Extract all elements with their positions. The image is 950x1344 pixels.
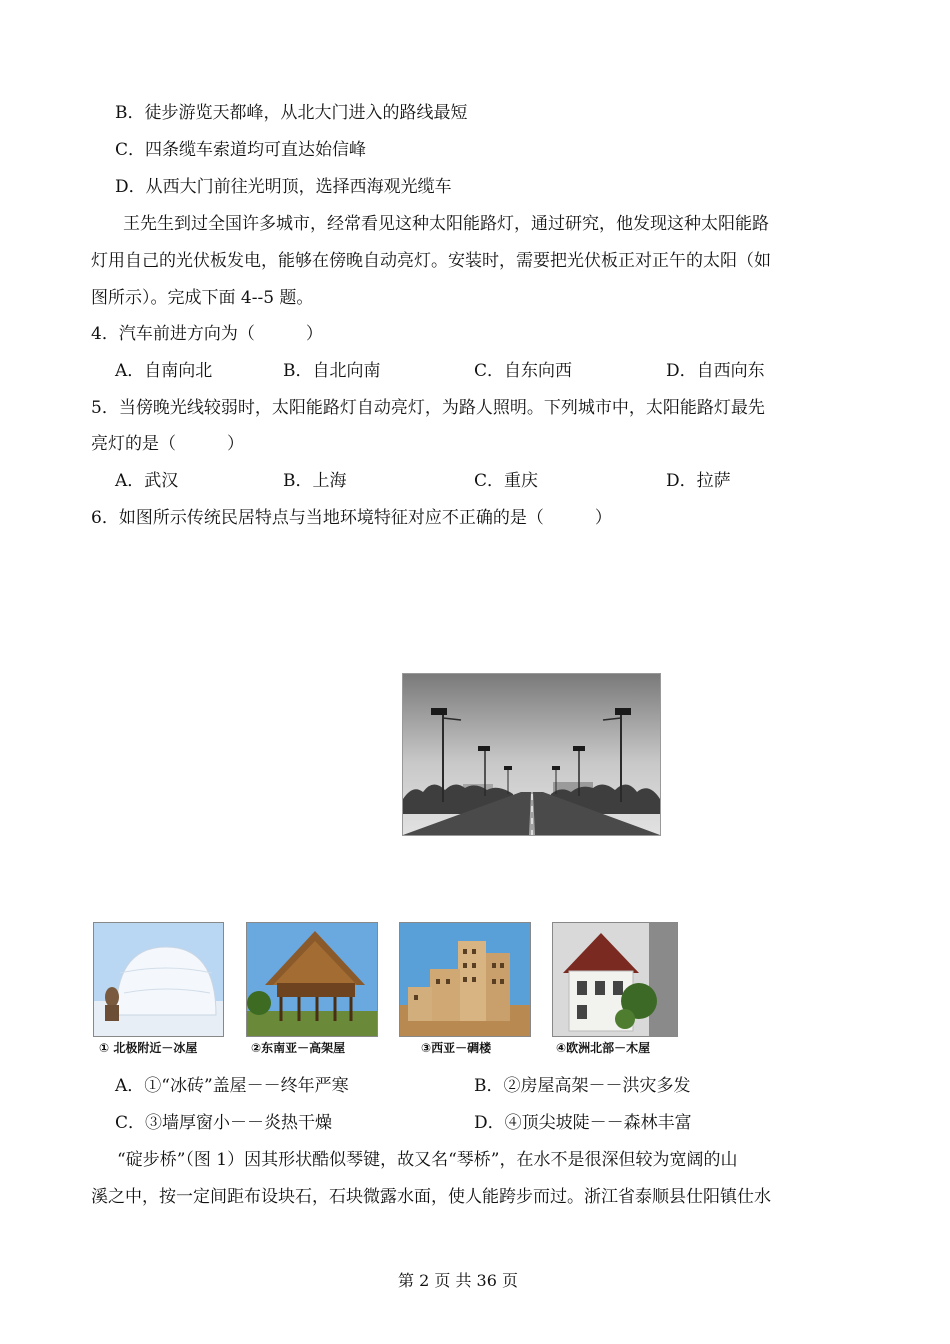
q3-option-d: D．从西大门前往光明顶，选择西海观光缆车: [115, 177, 452, 197]
caption-tower-house: ③西亚－碉楼: [421, 1041, 492, 1055]
q6-option-c: C．③墙厚窗小－－炎热干燥: [115, 1113, 333, 1133]
caption-wooden-house: ④欧洲北部－木屋: [556, 1041, 651, 1055]
q4-option-d: D．自西向东: [666, 361, 765, 381]
passage1-line1: 王先生到过全国许多城市，经常看见这种太阳能路灯，通过研究，他发现这种太阳能路: [123, 214, 769, 234]
passage1-line3: 图所示）。完成下面 4--5 题。: [91, 288, 314, 308]
passage1-line2: 灯用自己的光伏板发电，能够在傍晚自动亮灯。安装时，需要把光伏板正对正午的太阳（如: [91, 251, 771, 271]
igloo-photo: [93, 922, 224, 1037]
q5-line2: 亮灯的是（ ）: [91, 434, 244, 454]
q6-option-b: B．②房屋高架－－洪灾多发: [474, 1076, 691, 1096]
passage2-line1: “碇步桥”（图 1）因其形状酷似琴键，故又名“琴桥”，在水不是很深但较为宽阔的山: [117, 1150, 738, 1170]
q3-option-c: C．四条缆车索道均可直达始信峰: [115, 140, 367, 160]
q5-option-a: A．武汉: [115, 471, 179, 491]
caption-igloo: ① 北极附近－冰屋: [99, 1041, 198, 1055]
q4-stem: 4．汽车前进方向为（ ）: [91, 324, 323, 344]
wooden-house-photo: [552, 922, 678, 1037]
q4-option-a: A．自南向北: [115, 361, 213, 381]
stilt-house-photo: [246, 922, 378, 1037]
caption-stilt-house: ②东南亚－高架屋: [251, 1041, 346, 1055]
q4-option-c: C．自东向西: [474, 361, 573, 381]
q5-line1: 5．当傍晚光线较弱时，太阳能路灯自动亮灯，为路人照明。下列城市中，太阳能路灯最先: [91, 398, 765, 418]
q5-option-b: B．上海: [283, 471, 347, 491]
q6-option-a: A．①“冰砖”盖屋－－终年严寒: [115, 1076, 349, 1096]
solar-street-lamp-figure: [402, 673, 661, 836]
q5-option-d: D．拉萨: [666, 471, 731, 491]
q6-stem: 6．如图所示传统民居特点与当地环境特征对应不正确的是（ ）: [91, 508, 612, 528]
passage2-line2: 溪之中，按一定间距布设块石，石块微露水面，使人能跨步而过。浙江省泰顺县仕阳镇仕水: [91, 1187, 771, 1207]
page-footer: 第 2 页 共 36 页: [398, 1271, 518, 1290]
tower-house-photo: [399, 922, 531, 1037]
q6-option-d: D．④顶尖坡陡－－森林丰富: [474, 1113, 692, 1133]
q4-option-b: B．自北向南: [283, 361, 381, 381]
q5-option-c: C．重庆: [474, 471, 539, 491]
q3-option-b: B．徒步游览天都峰，从北大门进入的路线最短: [115, 103, 468, 123]
